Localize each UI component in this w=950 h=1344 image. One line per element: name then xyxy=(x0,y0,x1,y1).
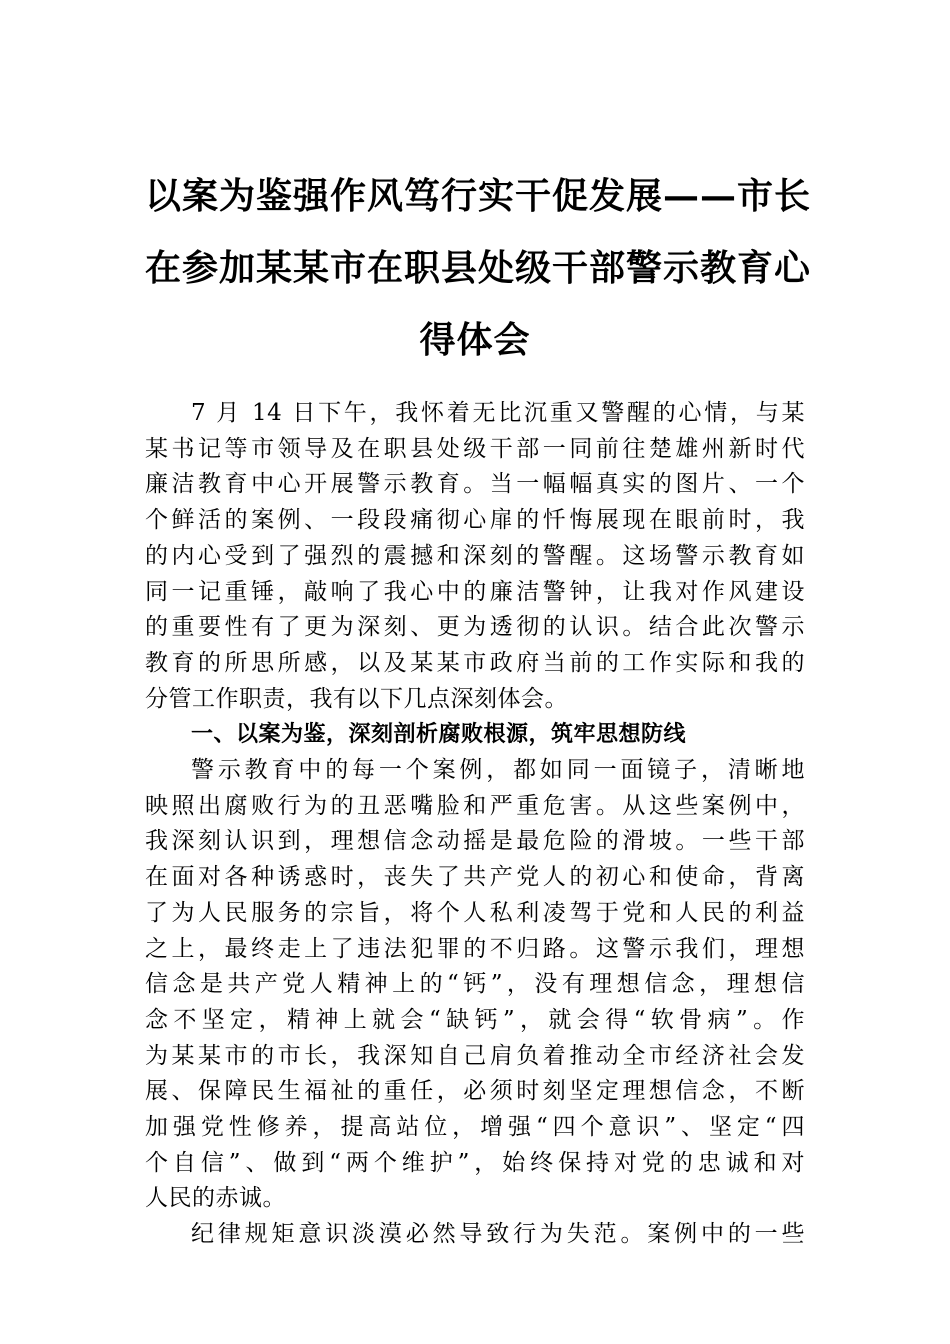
text-line: 人民的赤诚。 xyxy=(145,1185,286,1212)
text-line: 的内心受到了强烈的震撼和深刻的警醒。这场警示教育如 xyxy=(145,542,805,569)
paragraph-intro xyxy=(145,396,805,717)
text-line: 之上，最终走上了违法犯罪的不归路。这警示我们，理想 xyxy=(145,935,805,962)
text-line: 了为人民服务的宗旨，将个人私利凌驾于党和人民的利益 xyxy=(145,899,805,926)
text-line: 分管工作职责，我有以下几点深刻体会。 xyxy=(145,685,568,712)
text-line: 纪律规矩意识淡漠必然导致行为失范。案例中的一些 xyxy=(191,1221,805,1248)
text-line: 个鲜活的案例、一段段痛彻心扉的忏悔展现在眼前时，我 xyxy=(145,507,805,534)
document-title xyxy=(145,160,812,376)
title-line: 以案为鉴强作风笃行实干促发展——市长 xyxy=(145,175,812,217)
text-line: 念不坚定，精神上就会“缺钙”，就会得“软骨病”。作 xyxy=(145,1006,805,1033)
text-line: 7 月 14 日下午，我怀着无比沉重又警醒的心情，与某 xyxy=(191,400,805,426)
text-line: 廉洁教育中心开展警示教育。当一幅幅真实的图片、一个 xyxy=(145,471,805,498)
text-line: 映照出腐败行为的丑恶嘴脸和严重危害。从这些案例中， xyxy=(145,792,805,819)
title-line: 在参加某某市在职县处级干部警示教育心 xyxy=(145,247,812,289)
text-line: 信念是共产党人精神上的“钙”，没有理想信念，理想信 xyxy=(145,971,805,998)
text-line: 展、保障民生福祉的重任，必须时刻坚定理想信念，不断 xyxy=(145,1078,805,1105)
text-line: 警示教育中的每一个案例，都如同一面镜子，清晰地 xyxy=(191,757,805,784)
title-line: 得体会 xyxy=(419,319,531,361)
text-line: 的重要性有了更为深刻、更为透彻的认识。结合此次警示 xyxy=(145,614,805,641)
text-line: 同一记重锤，敲响了我心中的廉洁警钟，让我对作风建设 xyxy=(145,578,805,605)
text-line: 教育的所思所感，以及某某市政府当前的工作实际和我的 xyxy=(145,649,805,676)
document-body xyxy=(145,396,805,1253)
text-line: 在面对各种诱惑时，丧失了共产党人的初心和使命，背离 xyxy=(145,864,805,891)
paragraph-discipline xyxy=(145,1217,805,1253)
text-line: 某书记等市领导及在职县处级干部一同前往楚雄州新时代 xyxy=(145,435,805,462)
section-heading-1: 一、以案为鉴，深刻剖析腐败根源，筑牢思想防线 xyxy=(191,722,687,748)
paragraph-section1 xyxy=(145,753,805,1217)
text-line: 为某某市的市长，我深知自己肩负着推动全市经济社会发 xyxy=(145,1042,805,1069)
text-line: 个自信”、做到“两个维护”，始终保持对党的忠诚和对 xyxy=(145,1149,805,1176)
text-line: 我深刻认识到，理想信念动摇是最危险的滑坡。一些干部 xyxy=(145,828,805,855)
text-line: 加强党性修养，提高站位，增强“四个意识”、坚定“四 xyxy=(145,1114,805,1141)
